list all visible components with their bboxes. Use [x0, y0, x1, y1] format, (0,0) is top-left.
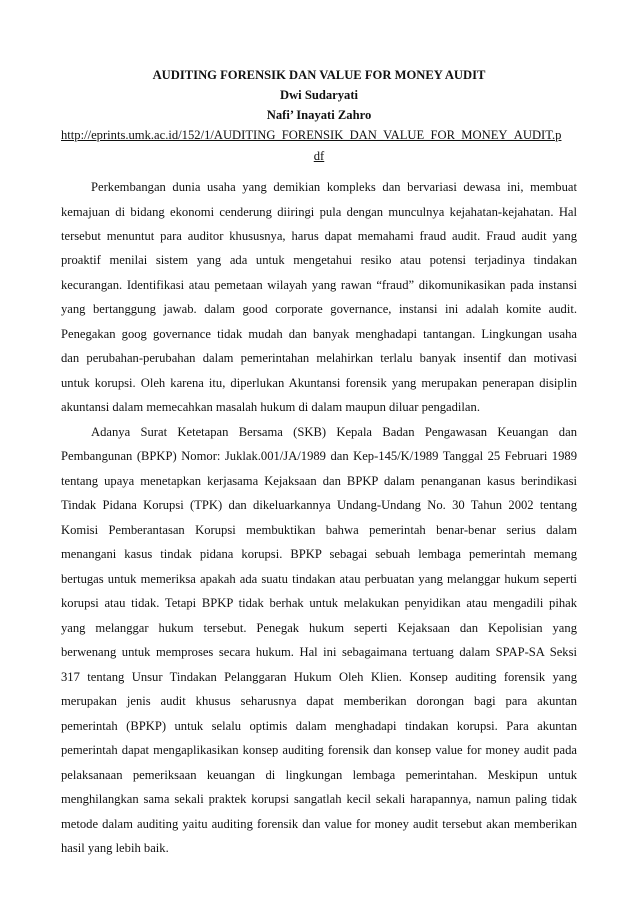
body-line: 317 tentang Unsur Tindakan Pelanggaran Hukum Oleh Klien. Konsep auditing forensik yang — [61, 669, 577, 684]
body-line: tentang upaya menetapkan kerjasama Kejaksaan dan BPKP dalam penanganan kasus berindikasi — [61, 473, 577, 488]
body-line: menghilangkan sama sekali praktek korupsi sangatlah kecil sekali harapannya, namun paling tidak — [61, 792, 577, 806]
body-line: Tindak Pidana Korupsi (TPK) dan dikeluarkannya Undang-Undang No. 30 Tahun 2002 tentang — [61, 498, 577, 513]
body-line: proaktif menilai sistem yang ada untuk mengetahui resiko atau potensi terjadinya tindakan — [61, 253, 577, 268]
body-line: hasil yang lebih baik. — [61, 841, 169, 855]
source-url-link[interactable]: http://eprints.umk.ac.id/152/1/AUDITING_FORENSIK_DAN_VALUE_FOR_MONEY_AUDIT.p — [61, 128, 562, 142]
body-line: untuk korupsi. Oleh karena itu, diperlukan Akuntansi forensik yang merupakan penerapan disiplin — [61, 375, 577, 390]
body-line: Adanya Surat Ketetapan Bersama (SKB) Kepala Badan Pengawasan Keuangan dan — [91, 424, 577, 439]
body-line: bertugas untuk memeriksa apakah ada suatu tindakan atau perbuatan yang melanggar hukum seperti — [61, 571, 577, 586]
document-title: AUDITING FORENSIK DAN VALUE FOR MONEY AUDIT — [152, 68, 486, 82]
body-line: Penegakan goog governance tidak mudah dan banyak menghadapi tantangan. Lingkungan usaha — [61, 326, 577, 341]
body-line: menangani kasus tindak pidana korupsi. BPKP sebagai sebuah lembaga pemerintah memang — [61, 547, 577, 562]
author-name: Nafi’ Inayati Zahro — [266, 108, 372, 122]
source-url-link-continued[interactable]: df — [313, 149, 325, 163]
body-line: yang bertanggung jawab. dalam good corporate governance, instansi ini adalah komite audit. — [61, 302, 577, 317]
body-line: pelaksanaan pemeriksaan keuangan di lingkungan lembaga pemerintahan. Meskipun untuk — [61, 767, 577, 782]
body-line: Komisi Pemberantasan Korupsi membuktikan bahwa pemerintah benar-benar serius dalam — [61, 522, 577, 537]
body-line: tersebut menuntut para auditor khususnya, harus dapat memahami fraud audit. Fraud audit yang — [61, 229, 577, 243]
body-line: kecurangan. Identifikasi atau pemetaan wilayah yang rawan “fraud” dikomunikasikan pada instansi — [61, 277, 577, 292]
body-line: korupsi atau tidak. Tetapi BPKP tidak berhak untuk melakukan penyidikan atau mengadili pihak — [61, 596, 577, 611]
body-line: merupakan jenis audit khusus seharusnya dapat memberikan dorongan bagi para akuntan — [61, 694, 577, 709]
body-line: Perkembangan dunia usaha yang demikian kompleks dan bervariasi dewasa ini, membuat — [91, 180, 577, 194]
body-line: pemerintah dapat mengaplikasikan konsep auditing forensik dan konsep value for money audit pada — [61, 743, 577, 757]
author-name: Dwi Sudaryati — [279, 88, 359, 102]
body-line: akuntansi dalam memecahkan masalah hukum di dalam maupun diluar pengadilan. — [61, 400, 480, 415]
body-line: dan perubahan-perubahan dalam pemerintahan melahirkan terlalu banyak insentif dan motivasi — [61, 351, 577, 366]
body-line: pemerintah (BPKP) untuk selalu optimis dalam menghadapi tindakan korupsi. Para akuntan — [61, 718, 577, 733]
body-line: berwenang untuk memproses secara hukum. Hal ini sebagaimana tertuang dalam SPAP-SA Seksi — [61, 645, 577, 660]
body-line: Pembangunan (BPKP) Nomor: Juklak.001/JA/1989 dan Kep-145/K/1989 Tanggal 25 Februari 1989 — [61, 449, 577, 464]
body-line: metode dalam auditing yaitu auditing forensik dan value for money audit tersebut akan memberikan — [61, 816, 577, 831]
body-line: yang melanggar hukum tersebut. Penegak hukum seperti Kejaksaan dan Kepolisian yang — [61, 620, 577, 635]
body-line: kemajuan di bidang ekonomi cenderung diiringi pula dengan munculnya kejahatan-kejahatan. Hal — [61, 204, 577, 219]
